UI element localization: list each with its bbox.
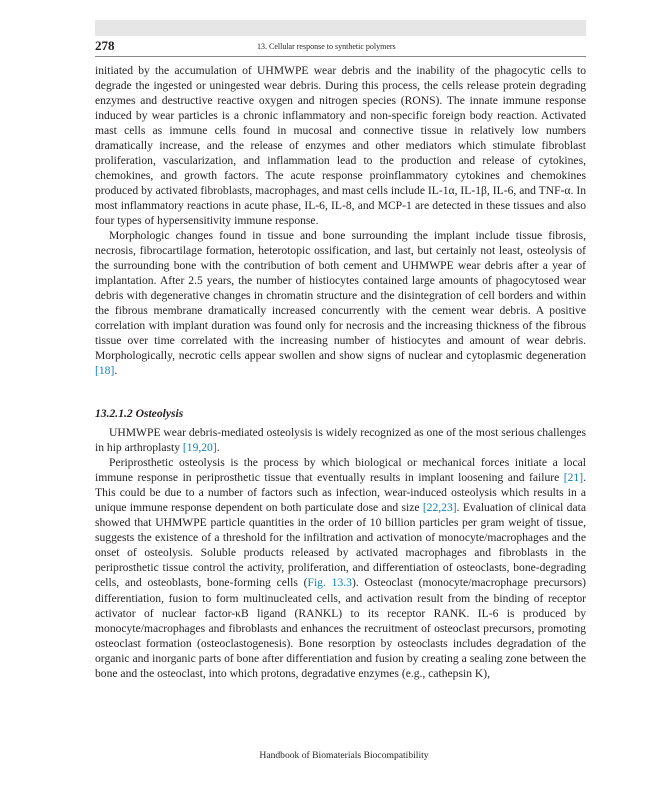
paragraph-4-text-d: ). Osteoclast (monocyte/macrophage precursors) differentiation, fusion to form multinucleated cells, and activation result from the binding of receptor activator of nuclear factor-κB ligand (RANKL) to its receptor RANK. IL-6 is produced by monocyte/macrophages and fibroblasts and enhances the recruitment of osteoclast precursors, promoting osteoclast formation (osteoclastogenesis). Bone resorption by osteoclasts includes degradation of the organic and inorganic parts of bone after differentiation and fusion by creating a sealing zone between the bone and the osteoclast, into which protons, degradative enzymes (e.g., cathepsin K),: [95, 576, 586, 680]
paragraph-3-text: UHMWPE wear debris-mediated osteolysis is widely recognized as one of the most serious challenges in hip arthroplasty: [95, 426, 586, 455]
paragraph-4: [95, 455, 586, 680]
citation-link[interactable]: [19,20]: [182, 441, 217, 455]
page-body: [95, 63, 586, 681]
paragraph-3: [95, 425, 586, 455]
header-bar: [95, 20, 586, 36]
paragraph-4-text-a: Periprosthetic osteolysis is the process by which biological or mechanical forces initiate a local immune response in periprosthetic tissue that eventually results in implant loosening and failure: [95, 456, 586, 485]
paragraph-2: [95, 228, 586, 378]
paragraph-2-text: Morphologic changes found in tissue and bone surrounding the implant include tissue fibrosis, necrosis, fibrocartilage formation, heterotopic ossification, and last, but certainly not least, osteolysis of the surrounding bone with the contribution of both cement and UHMWPE wear debris after a year of implantation. After 2.5 years, the number of histiocytes contained large amounts of phagocytosed wear debris with degenerative changes in chromatin structure and the disintegration of cell borders and within the fibrous membrane dramatically increased concurrently with the cement wear debris. A positive correlation with implant duration was found only for necrosis and the increasing thickness of the fibrous tissue over time correlated with the increasing number of histiocytes and amount of wear debris. Morphologically, necrotic cells appear swollen and show signs of nuclear and cytoplasmic degeneration: [95, 229, 586, 363]
header-rule: [95, 56, 586, 57]
figure-link[interactable]: Fig. 13.3: [307, 576, 352, 590]
citation-link[interactable]: [18]: [95, 364, 115, 378]
citation-link[interactable]: [22,23]: [422, 501, 457, 515]
paragraph-2-end: .: [114, 364, 118, 378]
paragraph-3-end: .: [216, 441, 220, 455]
page-footer: Handbook of Biomaterials Biocompatibility: [259, 750, 429, 761]
paragraph-1: initiated by the accumulation of UHMWPE wear debris and the inability of the phagocytic cells to degrade the ingested or uningested wear debris. During this process, the cells release protein degrading enzymes and destructive reactive oxygen and nitrogen species (RONS). The innate immune response induced by wear particles is a chronic inflammatory and non-specific foreign body reaction. Activated mast cells as immune cells found in mucosal and connective tissue in relatively low numbers dramatically increase, and the release of enzymes and other mediators which stimulate fibroblast proliferation, vascularization, and inflammation lead to the production and release of cytokines, chemokines, and growth factors. The acute response proinflammatory cytokines and chemokines produced by activated fibroblasts, macrophages, and mast cells include IL-1α, IL-1β, IL-6, and TNF-α. In most inflammatory reactions in acute phase, IL-6, IL-8, and MCP-1 are detected in these tissues and also four types of hypersensitivity immune response.: [95, 64, 586, 228]
page-header: [95, 38, 586, 58]
page-number: 278: [95, 38, 115, 53]
running-head: 13. Cellular response to synthetic polymers: [257, 42, 396, 51]
section-heading: 13.2.1.2 Osteolysis: [95, 407, 184, 421]
paragraph-4-text-b: . This could be due to a number of factors such as infection, wear-induced osteolysis which results in a unique immune response dependent on both particulate dose and size: [95, 471, 586, 515]
citation-link[interactable]: [21]: [563, 471, 584, 485]
paragraph-4-text-c: . Evaluation of clinical data showed that UHMWPE particle quantities in the order of 10 billion particles per gram weight of tissue, suggests the existence of a threshold for the infiltration and activation of monocyte/macrophages and the onset of osteolysis. Soluble products released by activated macrophages and fibroblasts in the periprosthetic tissue control the activity, proliferation, and differentiation of osteoclasts, bone-degrading cells, and osteoblasts, bone-forming cells (: [95, 501, 586, 590]
